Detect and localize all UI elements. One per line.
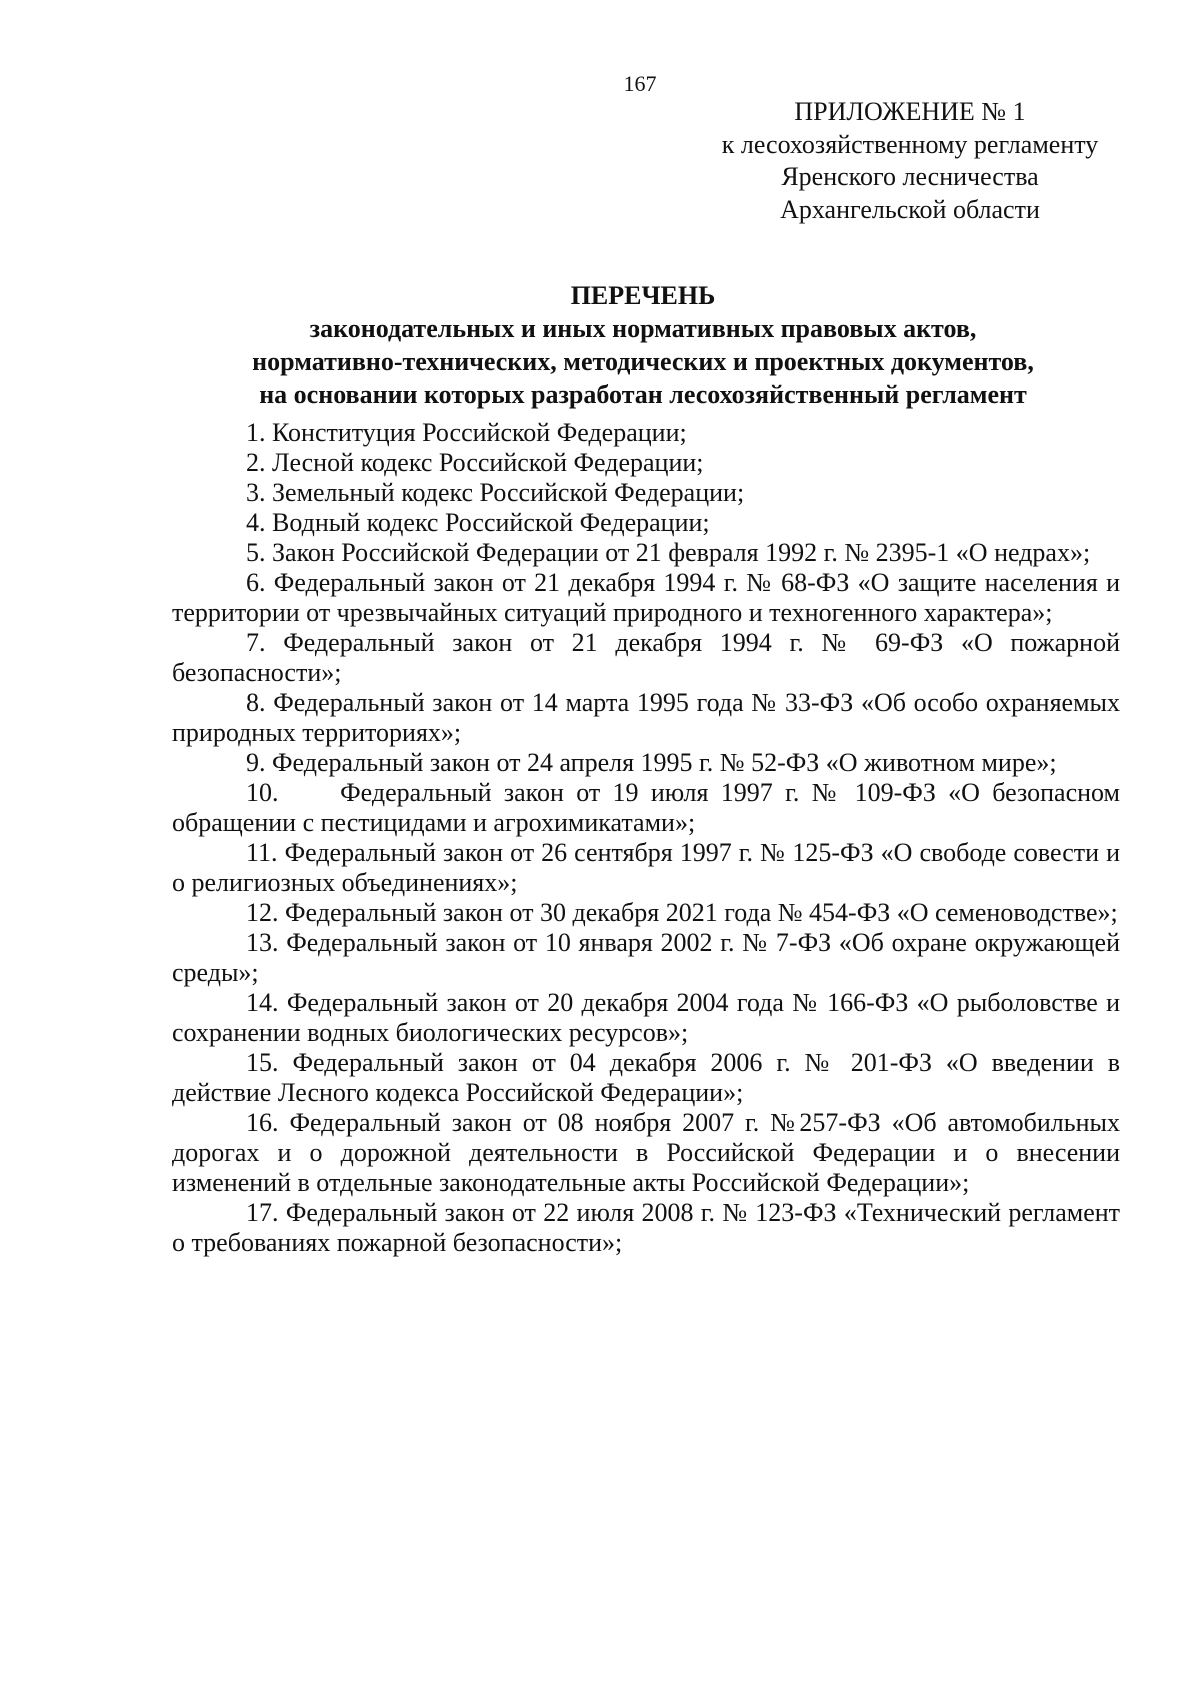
title-line-1: законодательных и иных нормативных правовых актов, xyxy=(309,314,977,343)
list-item xyxy=(172,1108,1120,1198)
acts-list xyxy=(172,418,1120,1258)
list-item-text: Федеральный закон от 08 ноября 2007 г. №257-ФЗ «Об автомобильных дорогах и о дорожной деятельности в Российской Федерации и о внесении изменений в отдельные законодательные акты Российской Федерации»; xyxy=(172,1108,1121,1197)
list-item-text: Федеральный закон от 30 декабря 2021 года № 454-ФЗ «О семеноводстве»; xyxy=(285,898,1118,927)
list-item-number: 10. xyxy=(246,778,341,807)
appendix-title: ПРИЛОЖЕНИЕ № 1 xyxy=(794,97,1026,126)
list-item-text: Федеральный закон от 10 января 2002 г. № 7-ФЗ «Об охране окружающей среды»; xyxy=(172,928,1121,987)
list-item xyxy=(172,538,1120,568)
list-item xyxy=(172,448,1120,478)
list-item xyxy=(172,1048,1120,1108)
list-item-number: 8. xyxy=(246,688,274,717)
title-line-3: на основании которых разработан лесохозяйственный регламент xyxy=(259,380,1027,409)
list-item-text: Закон Российской Федерации от 21 февраля 1992 г. № 2395-1 «О недрах»; xyxy=(272,538,1091,567)
list-item-number: 3. xyxy=(246,478,272,507)
list-item-text: Федеральный закон от 20 декабря 2004 года № 166-ФЗ «О рыболовстве и сохранении водных биологических ресурсов»; xyxy=(172,988,1120,1047)
appendix-reference: к лесохозяйственному регламенту xyxy=(721,129,1099,159)
list-item-number: 14. xyxy=(246,988,287,1017)
list-item-number: 16. xyxy=(246,1108,290,1137)
list-item-text: Земельный кодекс Российской Федерации; xyxy=(272,478,745,507)
list-item xyxy=(172,628,1120,688)
list-item xyxy=(172,1198,1120,1258)
list-item-text: Водный кодекс Российской Федерации; xyxy=(272,508,710,537)
list-item xyxy=(172,478,1120,508)
list-item xyxy=(172,898,1120,928)
list-item-text: Федеральный закон от 21 декабря 1994 г. № 68-ФЗ «О защите населения и территории от чрезвычайных ситуаций природного и техногенного характера»; xyxy=(172,568,1121,627)
document-title xyxy=(166,279,1120,411)
list-item-text: Конституция Российской Федерации; xyxy=(272,418,687,447)
list-item-text: Федеральный закон от 14 марта 1995 года № 33-ФЗ «Об особо охраняемых природных территориях»; xyxy=(172,688,1120,747)
list-item-text: Федеральный закон от 22 июля 2008 г. № 123-ФЗ «Технический регламент о требованиях пожарной безопасности»; xyxy=(172,1198,1121,1257)
list-item xyxy=(172,778,1120,838)
page-number: 167 xyxy=(623,71,657,96)
title-line-2: нормативно-технических, методических и проектных документов, xyxy=(252,347,1034,376)
list-item xyxy=(172,928,1120,988)
appendix-region: Архангельской области xyxy=(780,194,1040,224)
list-item-number: 9. xyxy=(246,748,272,777)
list-item xyxy=(172,508,1120,538)
list-item-text: Федеральный закон от 19 июля 1997 г. № 109-ФЗ «О безопасном обращении с пестицидами и агрохимикатами»; xyxy=(172,778,1120,837)
list-item xyxy=(172,838,1120,898)
list-item xyxy=(172,568,1120,628)
list-item-number: 2. xyxy=(246,448,272,477)
list-item xyxy=(172,988,1120,1048)
list-item-number: 13. xyxy=(246,928,287,957)
list-item xyxy=(172,688,1120,748)
list-item-number: 5. xyxy=(246,538,272,567)
list-item-number: 7. xyxy=(246,628,284,657)
list-item-text: Лесной кодекс Российской Федерации; xyxy=(272,448,704,477)
list-item-number: 6. xyxy=(246,568,274,597)
list-item-number: 17. xyxy=(246,1198,286,1227)
list-item xyxy=(172,418,1120,448)
title-heading: ПЕРЕЧЕНЬ xyxy=(570,281,716,310)
list-item-text: Федеральный закон от 04 декабря 2006 г. № 201-ФЗ «О введении в действие Лесного кодекса Российской Федерации»; xyxy=(172,1048,1120,1107)
list-item-number: 4. xyxy=(246,508,272,537)
appendix-header xyxy=(700,96,1120,226)
list-item-number: 1. xyxy=(246,418,272,447)
list-item-number: 11. xyxy=(246,838,285,867)
list-item-number: 12. xyxy=(246,898,285,927)
list-item-number: 15. xyxy=(246,1048,293,1077)
list-item-text: Федеральный закон от 24 апреля 1995 г. № 52-ФЗ «О животном мире»; xyxy=(272,748,1057,777)
list-item xyxy=(172,748,1120,778)
list-item-text: Федеральный закон от 21 декабря 1994 г. № 69-ФЗ «О пожарной безопасности»; xyxy=(172,628,1120,687)
appendix-forestry: Яренского лесничества xyxy=(781,162,1039,191)
list-item-text: Федеральный закон от 26 сентября 1997 г. № 125-ФЗ «О свободе совести и о религиозных объединениях»; xyxy=(172,838,1120,897)
